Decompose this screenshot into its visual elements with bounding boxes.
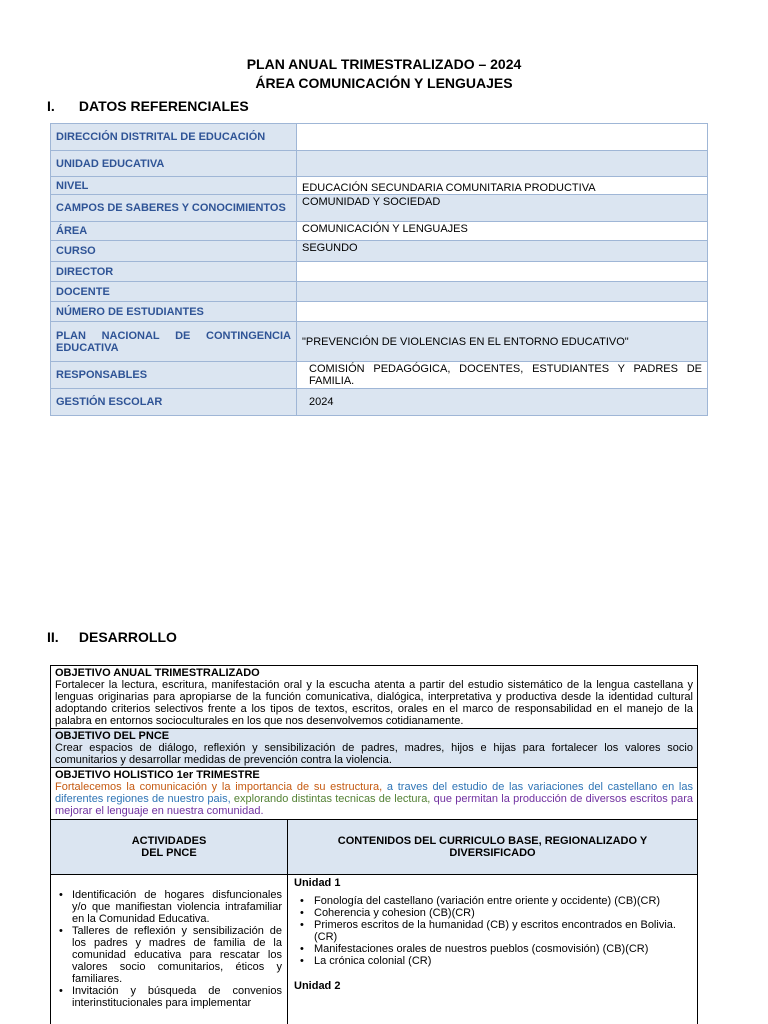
row-label: NIVEL [51, 177, 297, 195]
table-row [51, 177, 708, 195]
row-value: COMUNICACIÓN Y LENGUAJES [297, 222, 708, 241]
table-row [51, 322, 708, 362]
row-value: COMUNIDAD Y SOCIEDAD [297, 195, 708, 222]
row-label: PLAN NACIONAL DE CONTINGENCIA EDUCATIVA [51, 322, 297, 362]
objetivo-holistico-row [51, 768, 698, 820]
row-label: GESTIÓN ESCOLAR [51, 389, 297, 416]
list-item: • Identificación de hogares disfuncionales y/o que manifiestan violencia intrafamiliar en la Comunidad Educativa. [57, 889, 282, 925]
holistico-ser: Fortalecemos la comunicación y la importancia de su estructura, [55, 781, 383, 793]
row-value: SEGUNDO [297, 241, 708, 262]
row-value: COMISIÓN PEDAGÓGICA, DOCENTES, ESTUDIANTES Y PADRES DE FAMILIA. [297, 362, 708, 389]
row-value [297, 151, 708, 177]
list-item: • La crónica colonial (CR) [298, 955, 689, 967]
column-header-line: ACTIVIDADES [131, 835, 207, 847]
list-item: • Manifestaciones orales de nuestros pueblos (cosmovisión) (CB)(CR) [298, 943, 689, 955]
table-row [51, 282, 708, 302]
row-label: UNIDAD EDUCATIVA [51, 151, 297, 177]
contenidos-cell [288, 875, 698, 1024]
document-subtitle: ÁREA COMUNICACIÓN Y LENGUAJES [255, 75, 513, 91]
list-item: • Fonología del castellano (variación entre oriente y occidente) (CB)(CR) [298, 895, 689, 907]
objetivo-anual-text: Fortalecer la lectura, escritura, manifestación oral y la escucha atenta a partir del estudio sistemático de la lengua castellana y lenguas originarias para apropiarse de la función comunicativa, dialógica, interpretativa y productiva desde la identidad cultural adoptando criterios selectivos frente a los tipos de textos, escritos, orales en el marco de responsabilidad en el manejo de la palabra en entornos socioculturales en los que nos desenvolvemos cotidianamente. [55, 679, 693, 727]
section-number: II. [47, 629, 59, 645]
objetivo-holistico-title: OBJETIVO HOLISTICO 1er TRIMESTRE [55, 769, 260, 781]
objetivo-pnce-title: OBJETIVO DEL PNCE [55, 730, 170, 742]
row-label: DIRECTOR [51, 262, 297, 282]
desarrollo-table [50, 665, 698, 1024]
actividades-list [51, 875, 287, 1009]
table-row [51, 362, 708, 389]
holistico-saber: a traves del estudio de las variaciones del castellano en las diferentes regiones de nuestro pais, [55, 781, 693, 805]
row-value [297, 262, 708, 282]
row-label: NÚMERO DE ESTUDIANTES [51, 302, 297, 322]
holistico-decidir: que permitan la producción de diversos escritos para mejorar el lenguaje en nuestra comunidad. [55, 793, 694, 817]
content-row [51, 875, 698, 1024]
row-label: DOCENTE [51, 282, 297, 302]
list-item: • Invitación y búsqueda de convenios interinstitucionales para implementar [57, 985, 282, 1009]
column-header-line: DEL PNCE [141, 847, 197, 859]
objetivo-anual-row [51, 666, 698, 729]
unidad-2-title: Unidad 2 [294, 980, 341, 992]
row-label: CURSO [51, 241, 297, 262]
section-heading-desarrollo [47, 629, 177, 645]
unidad-1-list [288, 889, 697, 967]
row-label: ÁREA [51, 222, 297, 241]
objetivo-holistico-text [55, 781, 693, 817]
row-label: RESPONSABLES [51, 362, 297, 389]
row-label: CAMPOS DE SABERES Y CONOCIMIENTOS [51, 195, 297, 222]
datos-referenciales-table [50, 123, 708, 416]
row-value: EDUCACIÓN SECUNDARIA COMUNITARIA PRODUCTIVA [297, 177, 708, 195]
unidad-1-title: Unidad 1 [294, 877, 341, 889]
objetivo-pnce-text: Crear espacios de diálogo, reflexión y sensibilización de padres, madres, hijos e hijas para fortalecer los valores socio comunitarios y desarrollar medidas de prevención contra la violencia. [55, 742, 693, 766]
table-row [51, 389, 708, 416]
row-value [297, 124, 708, 151]
table-row [51, 241, 708, 262]
row-value: 2024 [297, 389, 708, 416]
list-item: • Talleres de reflexión y sensibilización de los padres y madres de familia de la comunidad educativa para rescatar los valores socio comunitarios, éticos y familiares. [57, 925, 282, 985]
table-row [51, 302, 708, 322]
column-header-contenidos: CONTENIDOS DEL CURRICULO BASE, REGIONALIZADO Y DIVERSIFICADO [288, 820, 698, 875]
actividades-cell [51, 875, 288, 1024]
section-number: I. [47, 98, 55, 114]
section-heading-datos [47, 98, 249, 114]
list-item: • Primeros escritos de la humanidad (CB) y escritos encontrados en Bolivia. (CR) [298, 919, 689, 943]
section-title: DATOS REFERENCIALES [78, 98, 249, 114]
row-value: "PREVENCIÓN DE VIOLENCIAS EN EL ENTORNO EDUCATIVO" [297, 322, 708, 362]
row-value [297, 282, 708, 302]
objetivo-anual-title: OBJETIVO ANUAL TRIMESTRALIZADO [55, 667, 260, 679]
table-row [51, 262, 708, 282]
list-item: • Coherencia y cohesion (CB)(CR) [298, 907, 689, 919]
section-title: DESARROLLO [78, 629, 177, 645]
table-row [51, 124, 708, 151]
table-row [51, 151, 708, 177]
column-header-row [51, 820, 698, 875]
holistico-hacer: explorando distintas tecnicas de lectura, [230, 793, 431, 805]
table-row [51, 195, 708, 222]
table-row [51, 222, 708, 241]
row-value [297, 302, 708, 322]
column-header-actividades [51, 820, 288, 875]
document-title: PLAN ANUAL TRIMESTRALIZADO – 2024 [246, 56, 522, 72]
row-label: DIRECCIÓN DISTRITAL DE EDUCACIÓN [51, 124, 297, 151]
objetivo-pnce-row [51, 729, 698, 768]
